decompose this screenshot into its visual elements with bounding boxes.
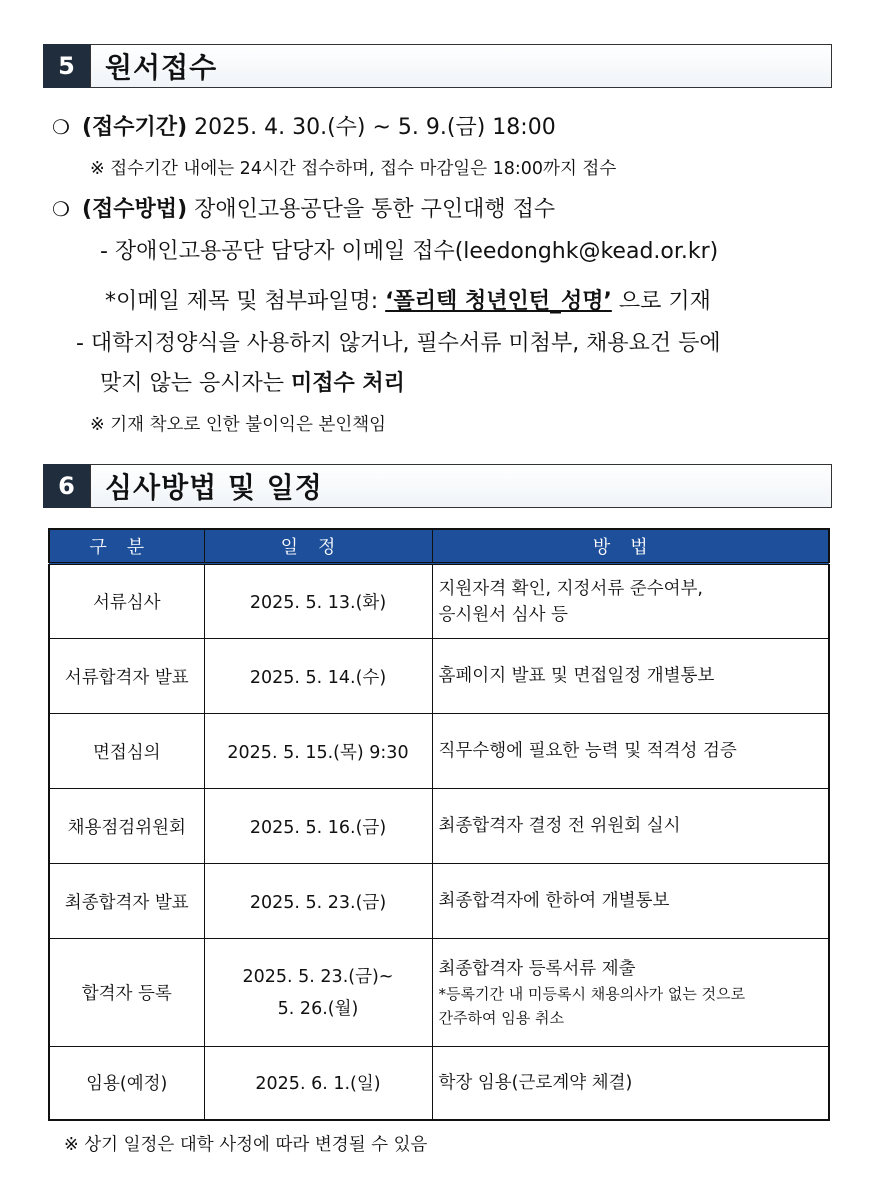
row-date: 2025. 5. 23.(금)	[204, 864, 432, 939]
reject-line-2	[100, 366, 405, 397]
table-row	[49, 639, 829, 714]
table-row	[49, 714, 829, 789]
table-row	[49, 789, 829, 864]
method-label: (접수방법)	[82, 197, 188, 222]
table-row	[49, 864, 829, 939]
row-category: 서류합격자 발표	[49, 639, 204, 714]
error-note: ※ 기재 착오로 인한 불이익은 본인책임	[90, 415, 387, 435]
row-category: 합격자 등록	[49, 939, 204, 1047]
row-method-line: 지원자격 확인, 지정서류 준수여부,	[438, 578, 703, 599]
reject-line-2-prefix: 맞지 않는 응시자는	[100, 371, 291, 396]
row-method-note: 간주하여 임용 취소	[438, 1008, 564, 1027]
section-number: 5	[43, 44, 90, 88]
row-category: 임용(예정)	[49, 1047, 204, 1120]
period-value: 2025. 4. 30.(수) ~ 5. 9.(금) 18:00	[187, 115, 556, 140]
period-line	[52, 110, 556, 141]
row-date: 2025. 5. 15.(목) 9:30	[204, 714, 432, 789]
email-subject-suffix: 으로 기재	[611, 289, 711, 314]
footer-note: ※ 상기 일정은 대학 사정에 따라 변경될 수 있음	[64, 1135, 428, 1155]
email-subject-prefix: *이메일 제목 및 첨부파일명:	[105, 289, 386, 314]
header-category: 구분	[49, 529, 204, 564]
method-email: - 장애인고용공단 담당자 이메일 접수(leedonghk@kead.or.kr)	[100, 239, 719, 264]
period-label: (접수기간)	[82, 115, 188, 140]
row-method: 홈페이지 발표 및 면접일정 개별통보	[432, 639, 829, 714]
row-method-line: 응시원서 심사 등	[438, 604, 568, 625]
table-header-row	[49, 529, 829, 564]
row-category: 최종합격자 발표	[49, 864, 204, 939]
row-date-line: 2025. 5. 23.(금)~	[242, 966, 394, 987]
row-category: 면접심의	[49, 714, 204, 789]
row-category: 서류심사	[49, 564, 204, 639]
row-method: 최종합격자 결정 전 위원회 실시	[432, 789, 829, 864]
method-value: 장애인고용공단을 통한 구인대행 접수	[187, 197, 556, 222]
method-line	[52, 192, 555, 223]
reject-line-2-bold: 미접수 처리	[291, 371, 405, 396]
header-method: 방법	[432, 529, 829, 564]
row-date: 2025. 5. 13.(화)	[204, 564, 432, 639]
row-method-line: 최종합격자 등록서류 제출	[438, 958, 636, 979]
circle-bullet-icon: ❍	[52, 115, 70, 139]
section-title: 심사방법 및 일정	[90, 464, 832, 508]
circle-bullet-icon: ❍	[52, 197, 70, 221]
row-date	[204, 939, 432, 1047]
row-method	[432, 564, 829, 639]
table-row	[49, 564, 829, 639]
row-method: 학장 임용(근로계약 체결)	[432, 1047, 829, 1120]
section-title: 원서접수	[90, 44, 832, 88]
section-number: 6	[43, 464, 90, 508]
schedule-table	[48, 528, 830, 1121]
period-note: ※ 접수기간 내에는 24시간 접수하며, 접수 마감일은 18:00까지 접수	[90, 159, 617, 179]
row-method: 직무수행에 필요한 능력 및 적격성 검증	[432, 714, 829, 789]
header-date: 일정	[204, 529, 432, 564]
row-date: 2025. 5. 14.(수)	[204, 639, 432, 714]
row-method	[432, 939, 829, 1047]
section-5-header	[43, 44, 832, 88]
table-row	[49, 939, 829, 1047]
row-method-note: *등록기간 내 미등록시 채용의사가 없는 것으로	[438, 984, 746, 1003]
row-date: 2025. 6. 1.(일)	[204, 1047, 432, 1120]
row-method: 최종합격자에 한하여 개별통보	[432, 864, 829, 939]
row-date: 2025. 5. 16.(금)	[204, 789, 432, 864]
email-subject-line	[105, 284, 711, 315]
row-category: 채용점검위원회	[49, 789, 204, 864]
reject-line-1: - 대학지정양식을 사용하지 않거나, 필수서류 미첨부, 채용요건 등에	[76, 331, 721, 356]
table-row	[49, 1047, 829, 1120]
email-subject-name: ‘폴리텍 청년인턴_성명’	[385, 289, 612, 314]
row-date-line: 5. 26.(월)	[277, 998, 359, 1019]
section-6-header	[43, 464, 832, 508]
